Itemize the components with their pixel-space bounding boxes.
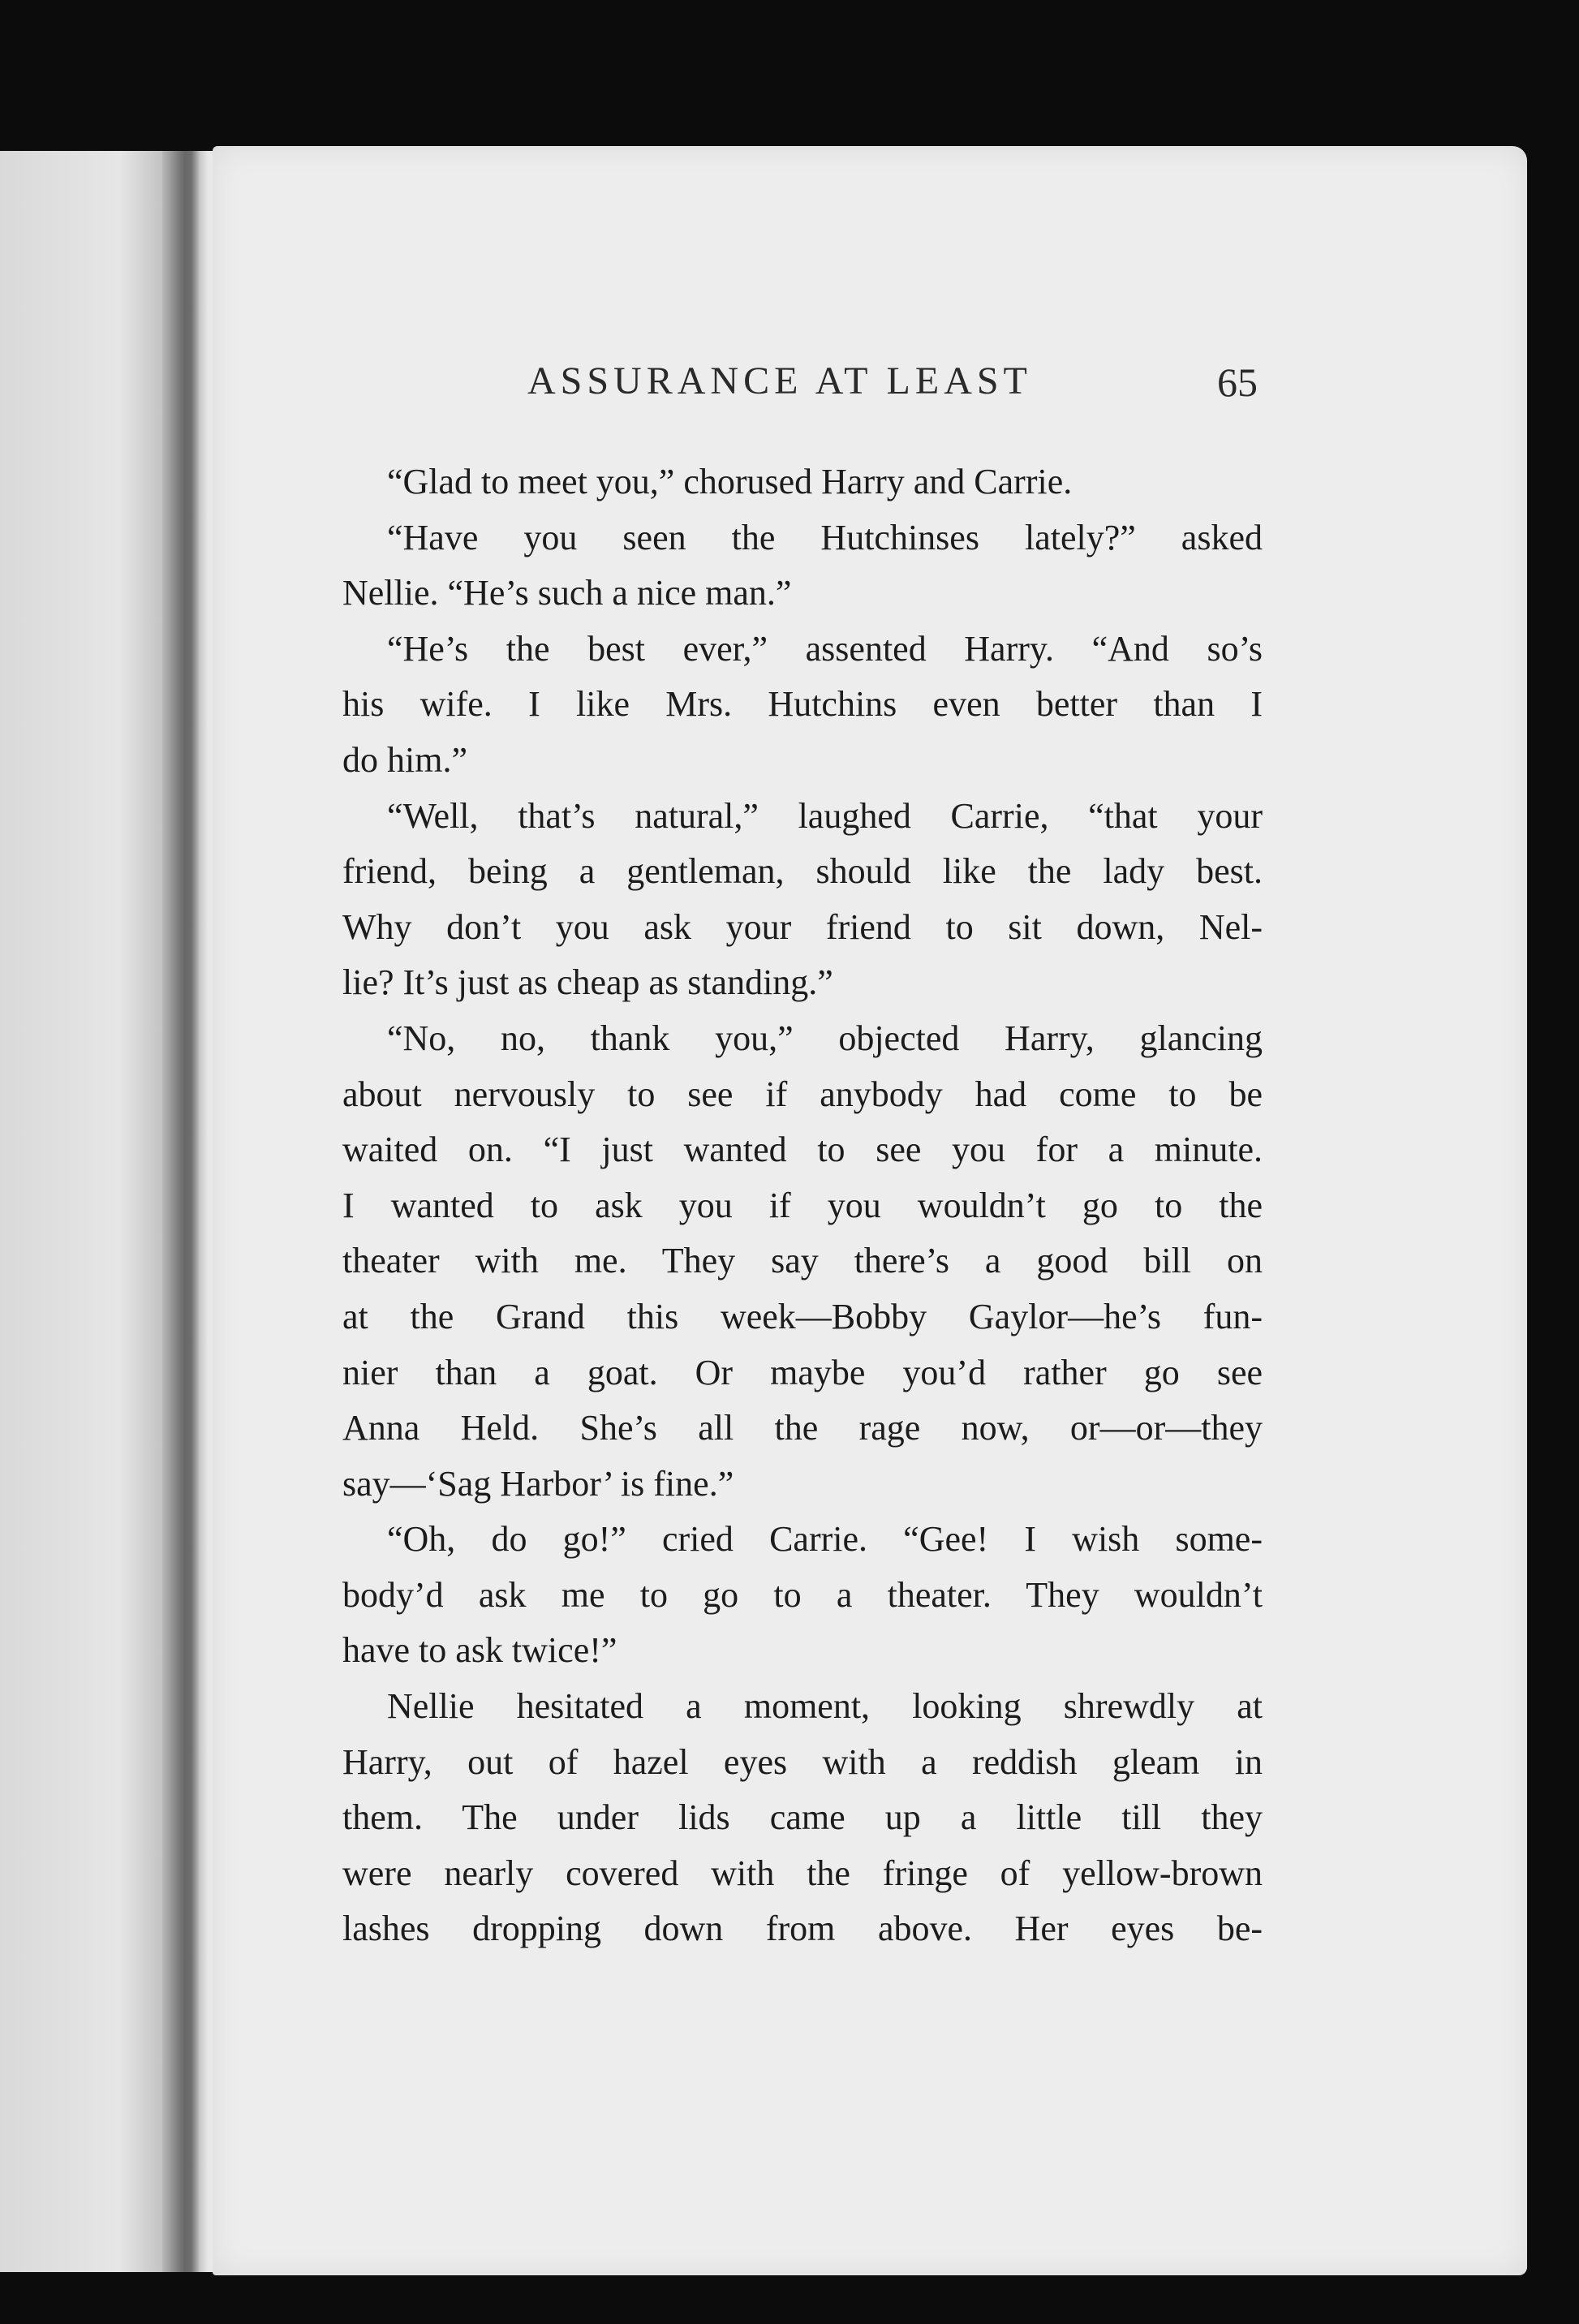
text-line: at the Grand this week—Bobby Gaylor—he’s fun-	[342, 1296, 1263, 1336]
text-line: nier than a goat. Or maybe you’d rather go see	[342, 1352, 1263, 1392]
text-line: “No, no, thank you,” objected Harry, glancing	[387, 1018, 1263, 1058]
text-line: his wife. I like Mrs. Hutchins even better than I	[342, 684, 1263, 725]
text-line: were nearly covered with the fringe of yellow-brown	[342, 1853, 1263, 1893]
text-line: I wanted to ask you if you wouldn’t go to the	[342, 1185, 1263, 1225]
text-line: Nellie hesitated a moment, looking shrewdly at	[387, 1686, 1263, 1727]
text-line: Anna Held. She’s all the rage now, or—or—they	[342, 1408, 1263, 1448]
text-line: “Glad to meet you,” chorused Harry and Carrie.	[387, 462, 1073, 501]
text-line: body’d ask me to go to a theater. They wouldn’t	[342, 1574, 1263, 1615]
text-line: friend, being a gentleman, should like the lady best.	[342, 851, 1263, 892]
book-gutter	[162, 151, 219, 2272]
text-line: them. The under lids came up a little till they	[342, 1797, 1263, 1838]
running-title: ASSURANCE AT LEAST	[527, 359, 1032, 402]
text-line: lashes dropping down from above. Her eyes be-	[342, 1909, 1263, 1949]
running-head	[213, 359, 1527, 415]
text-line: “Well, that’s natural,” laughed Carrie, “that your	[387, 795, 1263, 836]
text-line: Why don’t you ask your friend to sit down, Nel-	[342, 906, 1263, 947]
text-line: “Oh, do go!” cried Carrie. “Gee! I wish some-	[387, 1519, 1263, 1560]
text-line: waited on. “I just wanted to see you for a minute.	[342, 1130, 1263, 1170]
text-line: have to ask twice!”	[342, 1630, 617, 1671]
text-line: “Have you seen the Hutchinses lately?” asked	[387, 517, 1263, 557]
text-line: lie? It’s just as cheap as standing.”	[342, 962, 833, 1003]
text-line: say—‘Sag Harbor’ is fine.”	[342, 1463, 734, 1504]
page-number: 65	[1217, 359, 1258, 405]
text-line: Nellie. “He’s such a nice man.”	[342, 573, 792, 613]
text-line: about nervously to see if anybody had come to be	[342, 1074, 1263, 1114]
book-page	[213, 146, 1527, 2275]
body-text	[342, 454, 1263, 1957]
text-line: do him.”	[342, 739, 467, 780]
text-line: theater with me. They say there’s a good bill on	[342, 1241, 1263, 1281]
text-line: “He’s the best ever,” assented Harry. “And so’s	[387, 628, 1263, 669]
text-line: Harry, out of hazel eyes with a reddish gleam in	[342, 1741, 1263, 1782]
